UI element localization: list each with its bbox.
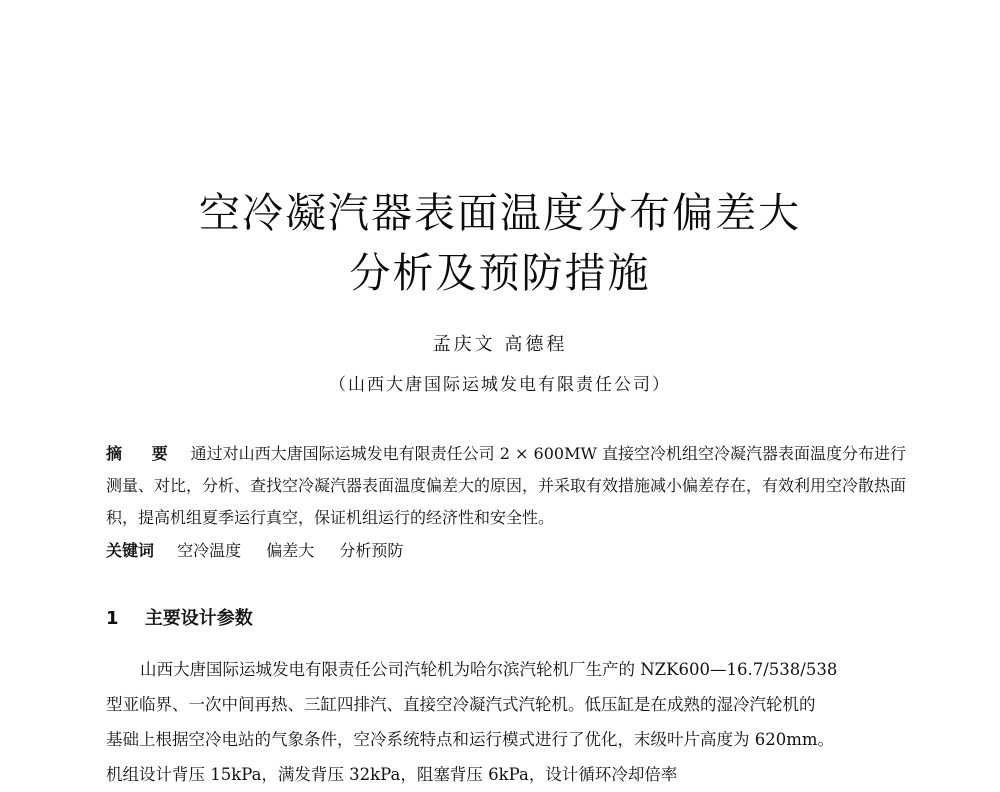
body-line: 基础上根据空冷电站的气象条件，空冷系统特点和运行模式进行了优化，末级叶片高度为 620mm。: [106, 730, 835, 749]
affiliation: （山西大唐国际运城发电有限责任公司）: [329, 375, 671, 395]
section-number: 1: [106, 608, 119, 629]
keyword-item: 偏差大: [266, 541, 315, 560]
section-title: 主要设计参数: [144, 608, 253, 629]
abstract: [106, 438, 906, 534]
section-heading: [106, 604, 253, 630]
paper-title-line-1: 空冷凝汽器表面温度分布偏差大: [199, 189, 801, 237]
paper-title-line-2: 分析及预防措施: [349, 249, 651, 297]
body-line: 山西大唐国际运城发电有限责任公司汽轮机为哈尔滨汽轮机厂生产的 NZK600—16.7/538/538: [140, 660, 838, 679]
body-line-cut-off: 机组设计背压 15kPa，满发背压 32kPa，阻塞背压 6kPa，设计循环冷却倍率: [106, 765, 678, 784]
body-paragraph: [106, 652, 906, 784]
body-line: 型亚临界、一次中间再热、三缸四排汽、直接空冷凝汽式汽轮机。低压缸是在成熟的湿冷汽轮机的: [106, 695, 816, 714]
keyword-item: 空冷温度: [177, 541, 242, 560]
authors: 孟庆文 高德程: [432, 334, 568, 355]
keywords: [106, 538, 906, 561]
abstract-text: 通过对山西大唐国际运城发电有限责任公司 2 × 600MW 直接空冷机组空冷凝汽器表面温度分布进行测量、对比，分析、查找空冷凝汽器表面温度偏差大的原因，并采取有效措施减小偏差存在，有效利用空冷散热面积，提高机组夏季运行真空，保证机组运行的经济性和安全性。: [106, 444, 907, 527]
keyword-item: 分析预防: [339, 541, 404, 560]
keywords-label: 关键词: [106, 541, 155, 560]
abstract-label: 摘 要: [106, 444, 180, 463]
